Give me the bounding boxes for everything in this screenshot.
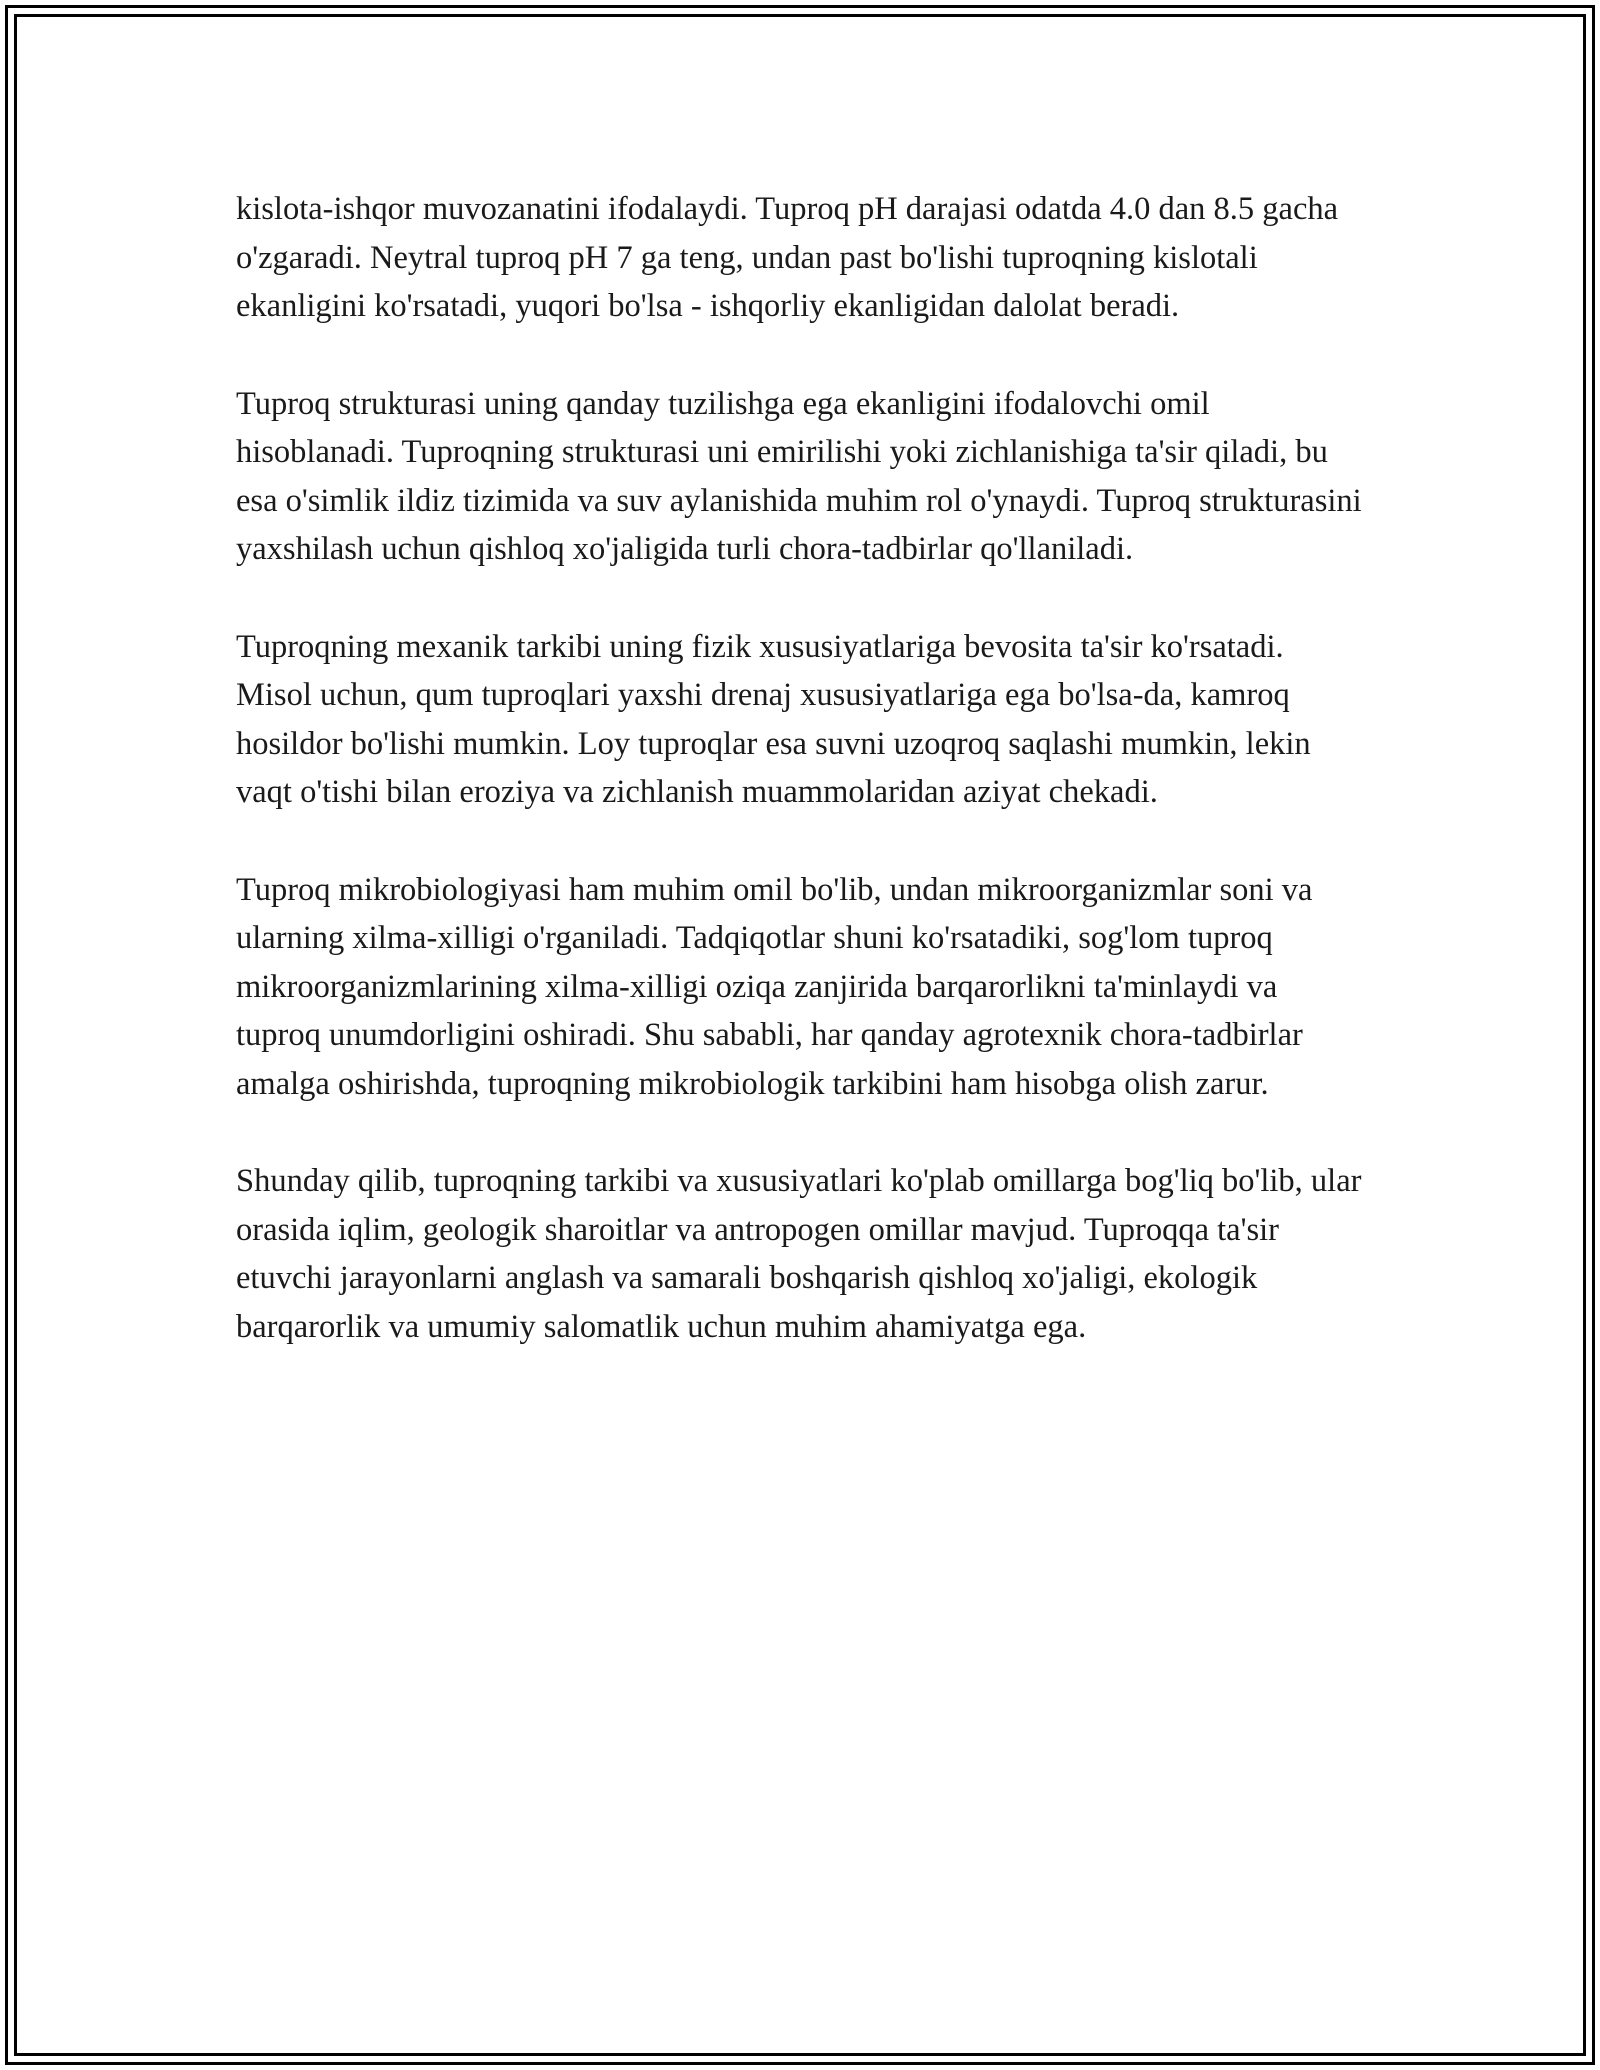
paragraph-conclusion: Shunday qilib, tuproqning tarkibi va xususiyatlari ko'plab omillarga bog'liq bo'lib, ular orasida iqlim, geologik sharoitlar va antropogen omillar mavjud. Tuproqqa ta'sir etuvchi jarayonlarni anglash va samarali boshqarish qishloq xo'jaligi, ekologik barqarorlik va umumiy salomatlik uchun muhim ahamiyatga ega. <box>236 1163 1362 1345</box>
paragraph-soil-structure: Tuproq strukturasi uning qanday tuzilishga ega ekanligini ifodalovchi omil hisoblanadi. Tuproqning strukturasi uni emirilishi yoki zichlanishiga ta'sir qiladi, bu esa o'simlik ildiz tizimida va suv aylanishida muhim rol o'ynaydi. Tuproq strukturasini yaxshilash uchun qishloq xo'jaligida turli chora-tadbirlar qo'llaniladi. <box>236 385 1362 567</box>
paragraph-soil-microbiology: Tuproq mikrobiologiyasi ham muhim omil bo'lib, undan mikroorganizmlar soni va ularning xilma-xilligi o'rganiladi. Tadqiqotlar shuni ko'rsatadiki, sog'lom tuproq mikroorganizmlarining xilma-xilligi oziqa zanjirida barqarorlikni ta'minlaydi va tuproq unumdorligini oshiradi. Shu sababli, har qanday agrotexnik chora-tadbirlar amalga oshirishda, tuproqning mikrobiologik tarkibini ham hisobga olish zarur. <box>236 871 1313 1102</box>
document-body <box>236 185 1366 1400</box>
paragraph-ph-level: kislota-ishqor muvozanatini ifodalaydi. Tuproq pH darajasi odatda 4.0 dan 8.5 gacha o'zgaradi. Neytral tuproq pH 7 ga teng, undan past bo'lishi tuproqning kislotali ekanligini ko'rsatadi, yuqori bo'lsa - ishqorliy ekanligidan dalolat beradi. <box>236 191 1339 324</box>
paragraph-mechanical-composition: Tuproqning mexanik tarkibi uning fizik xususiyatlariga bevosita ta'sir ko'rsatadi. Misol uchun, qum tuproqlari yaxshi drenaj xususiyatlariga ega bo'lsa-da, kamroq hosildor bo'lishi mumkin. Loy tuproqlar esa suvni uzoqroq saqlashi mumkin, lekin vaqt o'tishi bilan eroziya va zichlanish muammolaridan aziyat chekadi. <box>236 628 1311 810</box>
